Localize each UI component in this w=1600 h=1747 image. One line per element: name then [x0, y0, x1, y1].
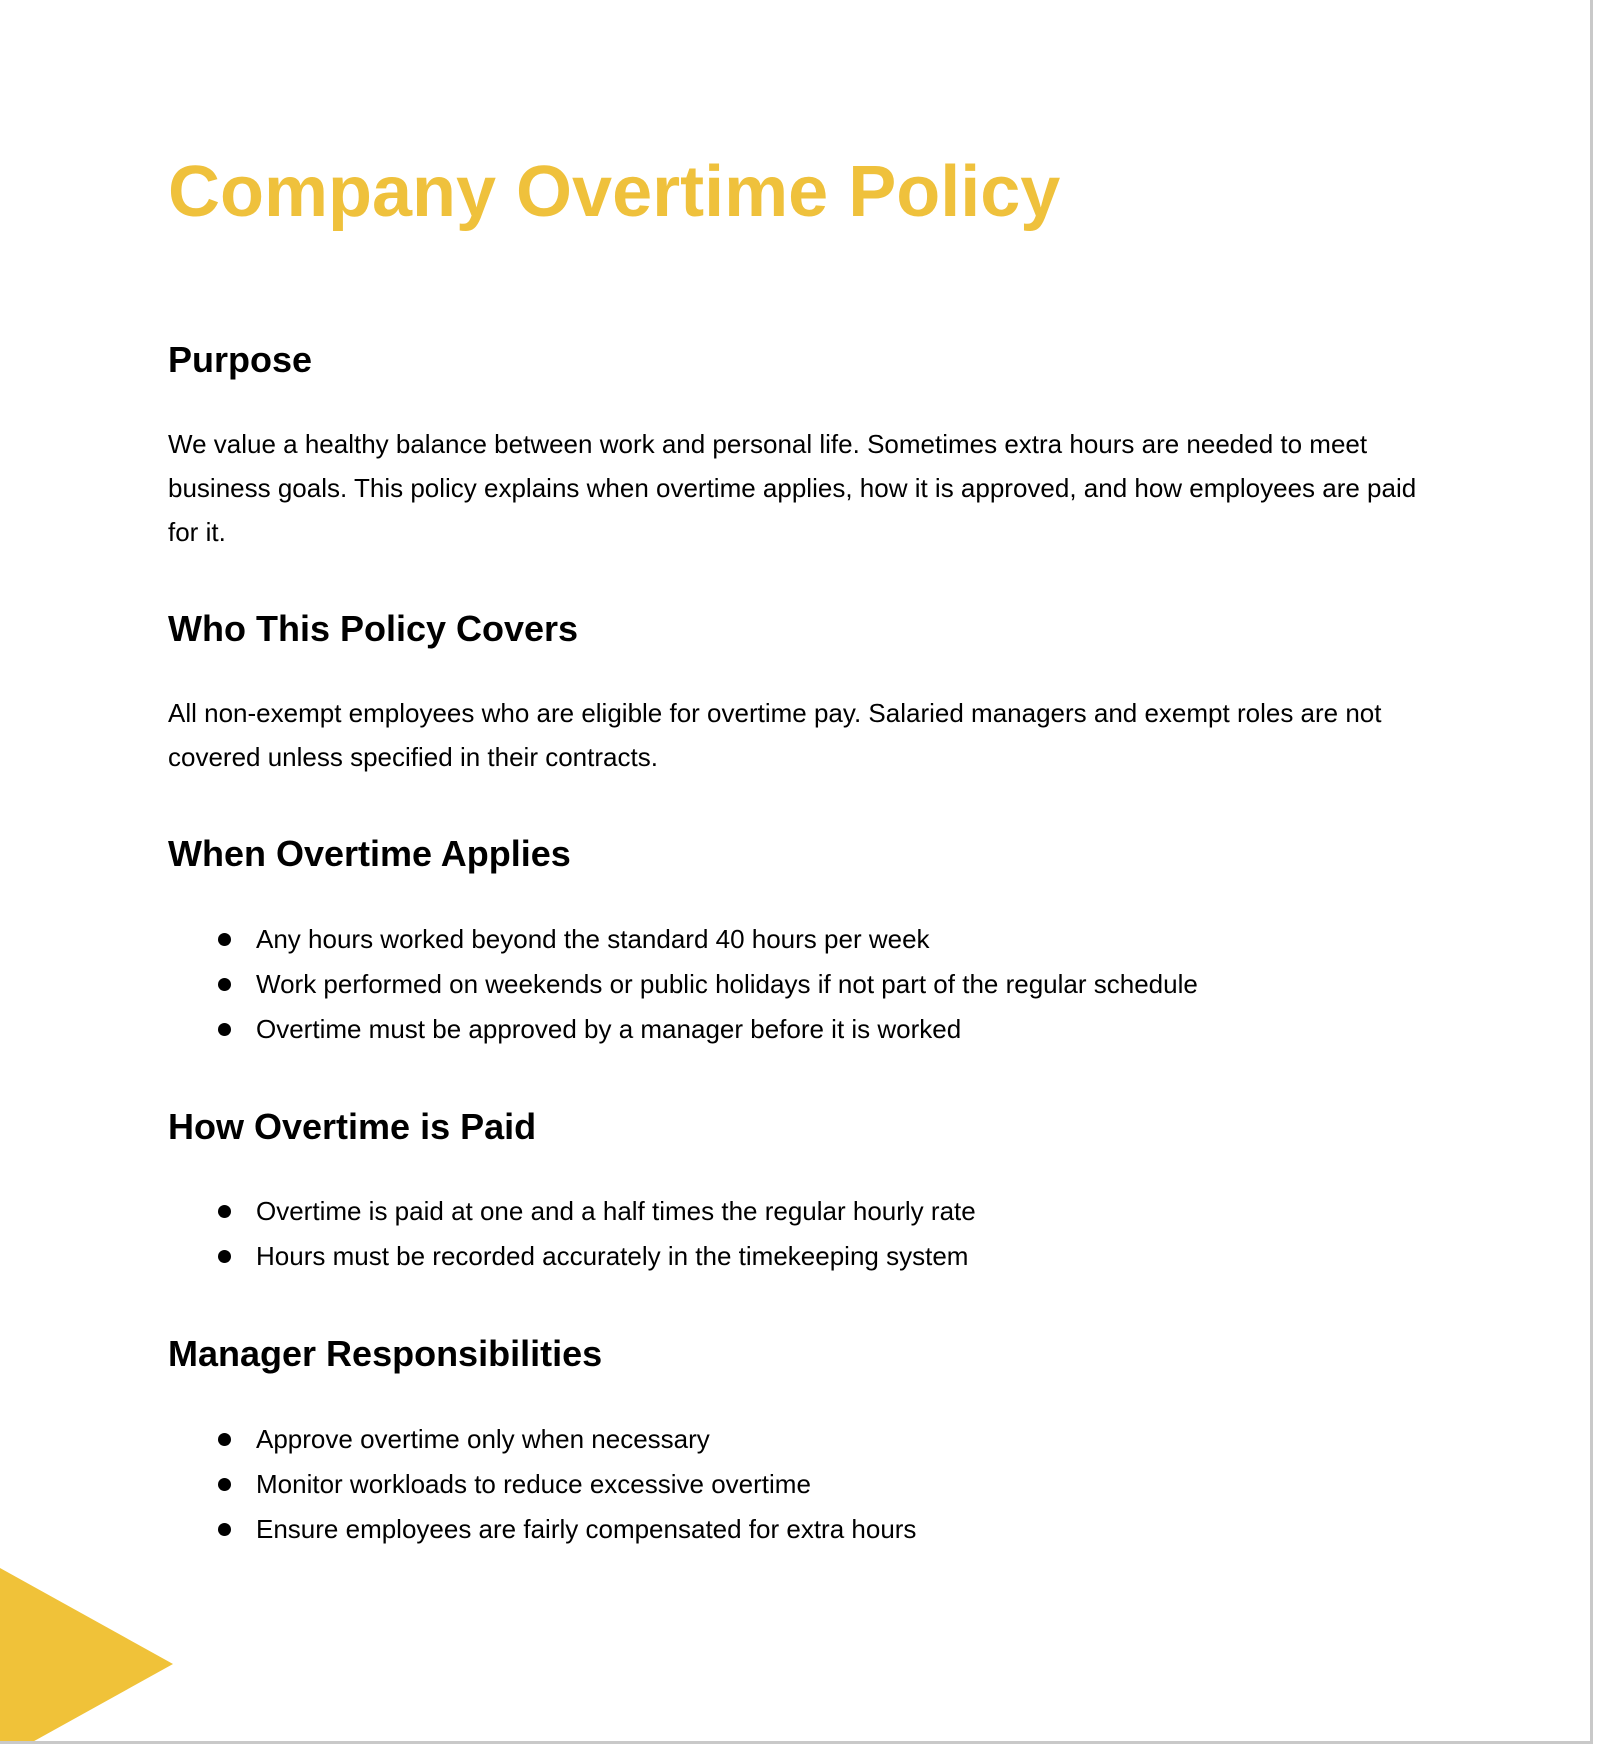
paragraph: We value a healthy balance between work and personal life. Sometimes extra hours are needed to meet business goals. This policy explains when overtime applies, how it is approved, and how employees are paid for it.: [168, 429, 1417, 548]
list-item-text: Hours must be recorded accurately in the timekeeping system: [256, 1241, 969, 1272]
decorative-triangle: [0, 1568, 173, 1744]
list-item-text: Any hours worked beyond the standard 40 hours per week: [256, 923, 930, 954]
bullet-dot-icon: [218, 1205, 231, 1218]
section-who-this-policy-covers: [168, 608, 1425, 779]
section-purpose: [168, 339, 1425, 554]
list-item: [218, 1417, 1380, 1462]
list-item: [218, 1462, 1380, 1507]
bullet-dot-icon: [218, 1478, 231, 1491]
list-item-text: Overtime must be approved by a manager before it is worked: [256, 1013, 962, 1044]
list-item-text: Work performed on weekends or public holidays if not part of the regular schedule: [256, 968, 1198, 999]
section-manager-responsibilities: [168, 1333, 1425, 1551]
list-item-text: Ensure employees are fairly compensated for extra hours: [256, 1513, 917, 1544]
page-title: Company Overtime Policy: [168, 152, 1061, 232]
bullet-dot-icon: [218, 1250, 231, 1263]
section-how-overtime-is-paid: [168, 1106, 1425, 1279]
section-heading: When Overtime Applies: [168, 833, 571, 875]
bullet-dot-icon: [218, 978, 231, 991]
bullet-list: [168, 1417, 1380, 1552]
list-item: [218, 1234, 1380, 1279]
list-item-text: Overtime is paid at one and a half times the regular hourly rate: [256, 1196, 976, 1227]
bullet-dot-icon: [218, 1023, 231, 1036]
list-item-text: Monitor workloads to reduce excessive overtime: [256, 1468, 811, 1499]
bullet-dot-icon: [218, 1523, 231, 1536]
bullet-dot-icon: [218, 933, 231, 946]
bullet-list: [168, 917, 1380, 1052]
section-heading: Manager Responsibilities: [168, 1333, 603, 1375]
section-heading: Who This Policy Covers: [168, 608, 579, 650]
bullet-dot-icon: [218, 1433, 231, 1446]
list-item: [218, 917, 1380, 962]
list-item: [218, 1189, 1380, 1234]
list-item: [218, 1507, 1380, 1552]
list-item: [218, 1007, 1380, 1052]
section-heading: Purpose: [168, 338, 313, 380]
list-item: [218, 962, 1380, 1007]
bullet-list: [168, 1189, 1380, 1279]
section-when-overtime-applies: [168, 833, 1425, 1051]
list-item-text: Approve overtime only when necessary: [256, 1423, 710, 1454]
paragraph: All non-exempt employees who are eligible for overtime pay. Salaried managers and exempt roles are not covered unless specified in their contracts.: [168, 698, 1382, 773]
section-heading: How Overtime is Paid: [168, 1105, 537, 1147]
